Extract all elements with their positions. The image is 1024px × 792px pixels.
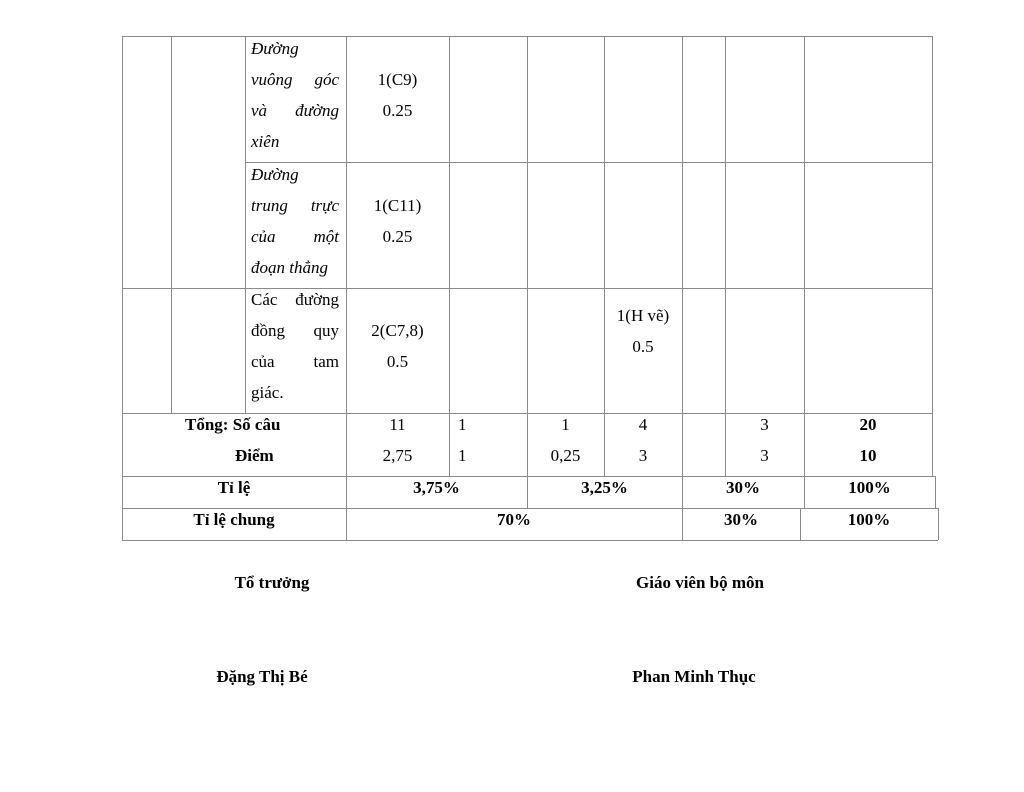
general-ratio-cell: 100% [847, 510, 891, 529]
total-count-cell: 1 [561, 415, 570, 434]
left-signature-title: Tổ trưởng [234, 573, 310, 592]
grid-line [449, 36, 450, 476]
right-signature-title: Giáo viên bộ môn [636, 573, 764, 592]
score-cell: 0.5 [386, 352, 409, 371]
score-cell: 0.25 [382, 227, 413, 246]
total-score-cell: 2,75 [382, 446, 413, 465]
total-score-label: Điểm [235, 446, 274, 465]
count-cell: 1(H vẽ) [616, 306, 670, 325]
total-score-cell: 1 [458, 446, 467, 465]
general-ratio-label: Tỉ lệ chung [193, 510, 275, 529]
grid-line [245, 36, 246, 413]
total-score-cell: 3 [760, 446, 769, 465]
ratio-label: Tỉ lệ [217, 478, 251, 497]
left-signature-name: Đặng Thị Bé [216, 667, 308, 686]
count-cell: 2(C7,8) [371, 321, 424, 340]
total-count-cell: 4 [638, 415, 648, 434]
grid-line [932, 36, 933, 476]
total-score-cell: 0,25 [550, 446, 581, 465]
score-cell: 0.5 [632, 337, 654, 356]
general-ratio-cell: 30% [724, 510, 758, 529]
grid-line [938, 508, 939, 540]
grid-line [171, 36, 172, 413]
topic-cell: Đường trung trực của một đoạn thẳng [251, 165, 339, 277]
general-ratio-cell: 70% [497, 510, 531, 529]
total-count-cell: 3 [760, 415, 769, 434]
score-cell: 0.25 [382, 101, 413, 120]
ratio-cell: 3,75% [413, 478, 460, 497]
grid-line [245, 162, 932, 163]
ratio-cell: 3,25% [581, 478, 628, 497]
right-signature-name: Phan Minh Thục [632, 667, 756, 686]
total-count-cell: 20 [859, 415, 877, 434]
count-cell: 1(C11) [373, 196, 422, 215]
total-score-cell: 10 [859, 446, 877, 465]
total-score-cell: 3 [638, 446, 648, 465]
grid-line [122, 36, 123, 540]
topic-cell: Đường vuông góc và đường xiên [251, 39, 339, 151]
total-count-cell: 1 [458, 415, 467, 434]
topic-cell: Các đường đồng quy của tam giác. [251, 290, 339, 402]
count-cell: 1(C9) [377, 70, 418, 89]
total-count-label: Tổng: Số câu [185, 415, 281, 434]
grid-line [682, 36, 683, 540]
total-count-cell: 11 [389, 415, 406, 434]
ratio-cell: 30% [726, 478, 760, 497]
grid-line [122, 540, 938, 541]
ratio-cell: 100% [848, 478, 891, 497]
